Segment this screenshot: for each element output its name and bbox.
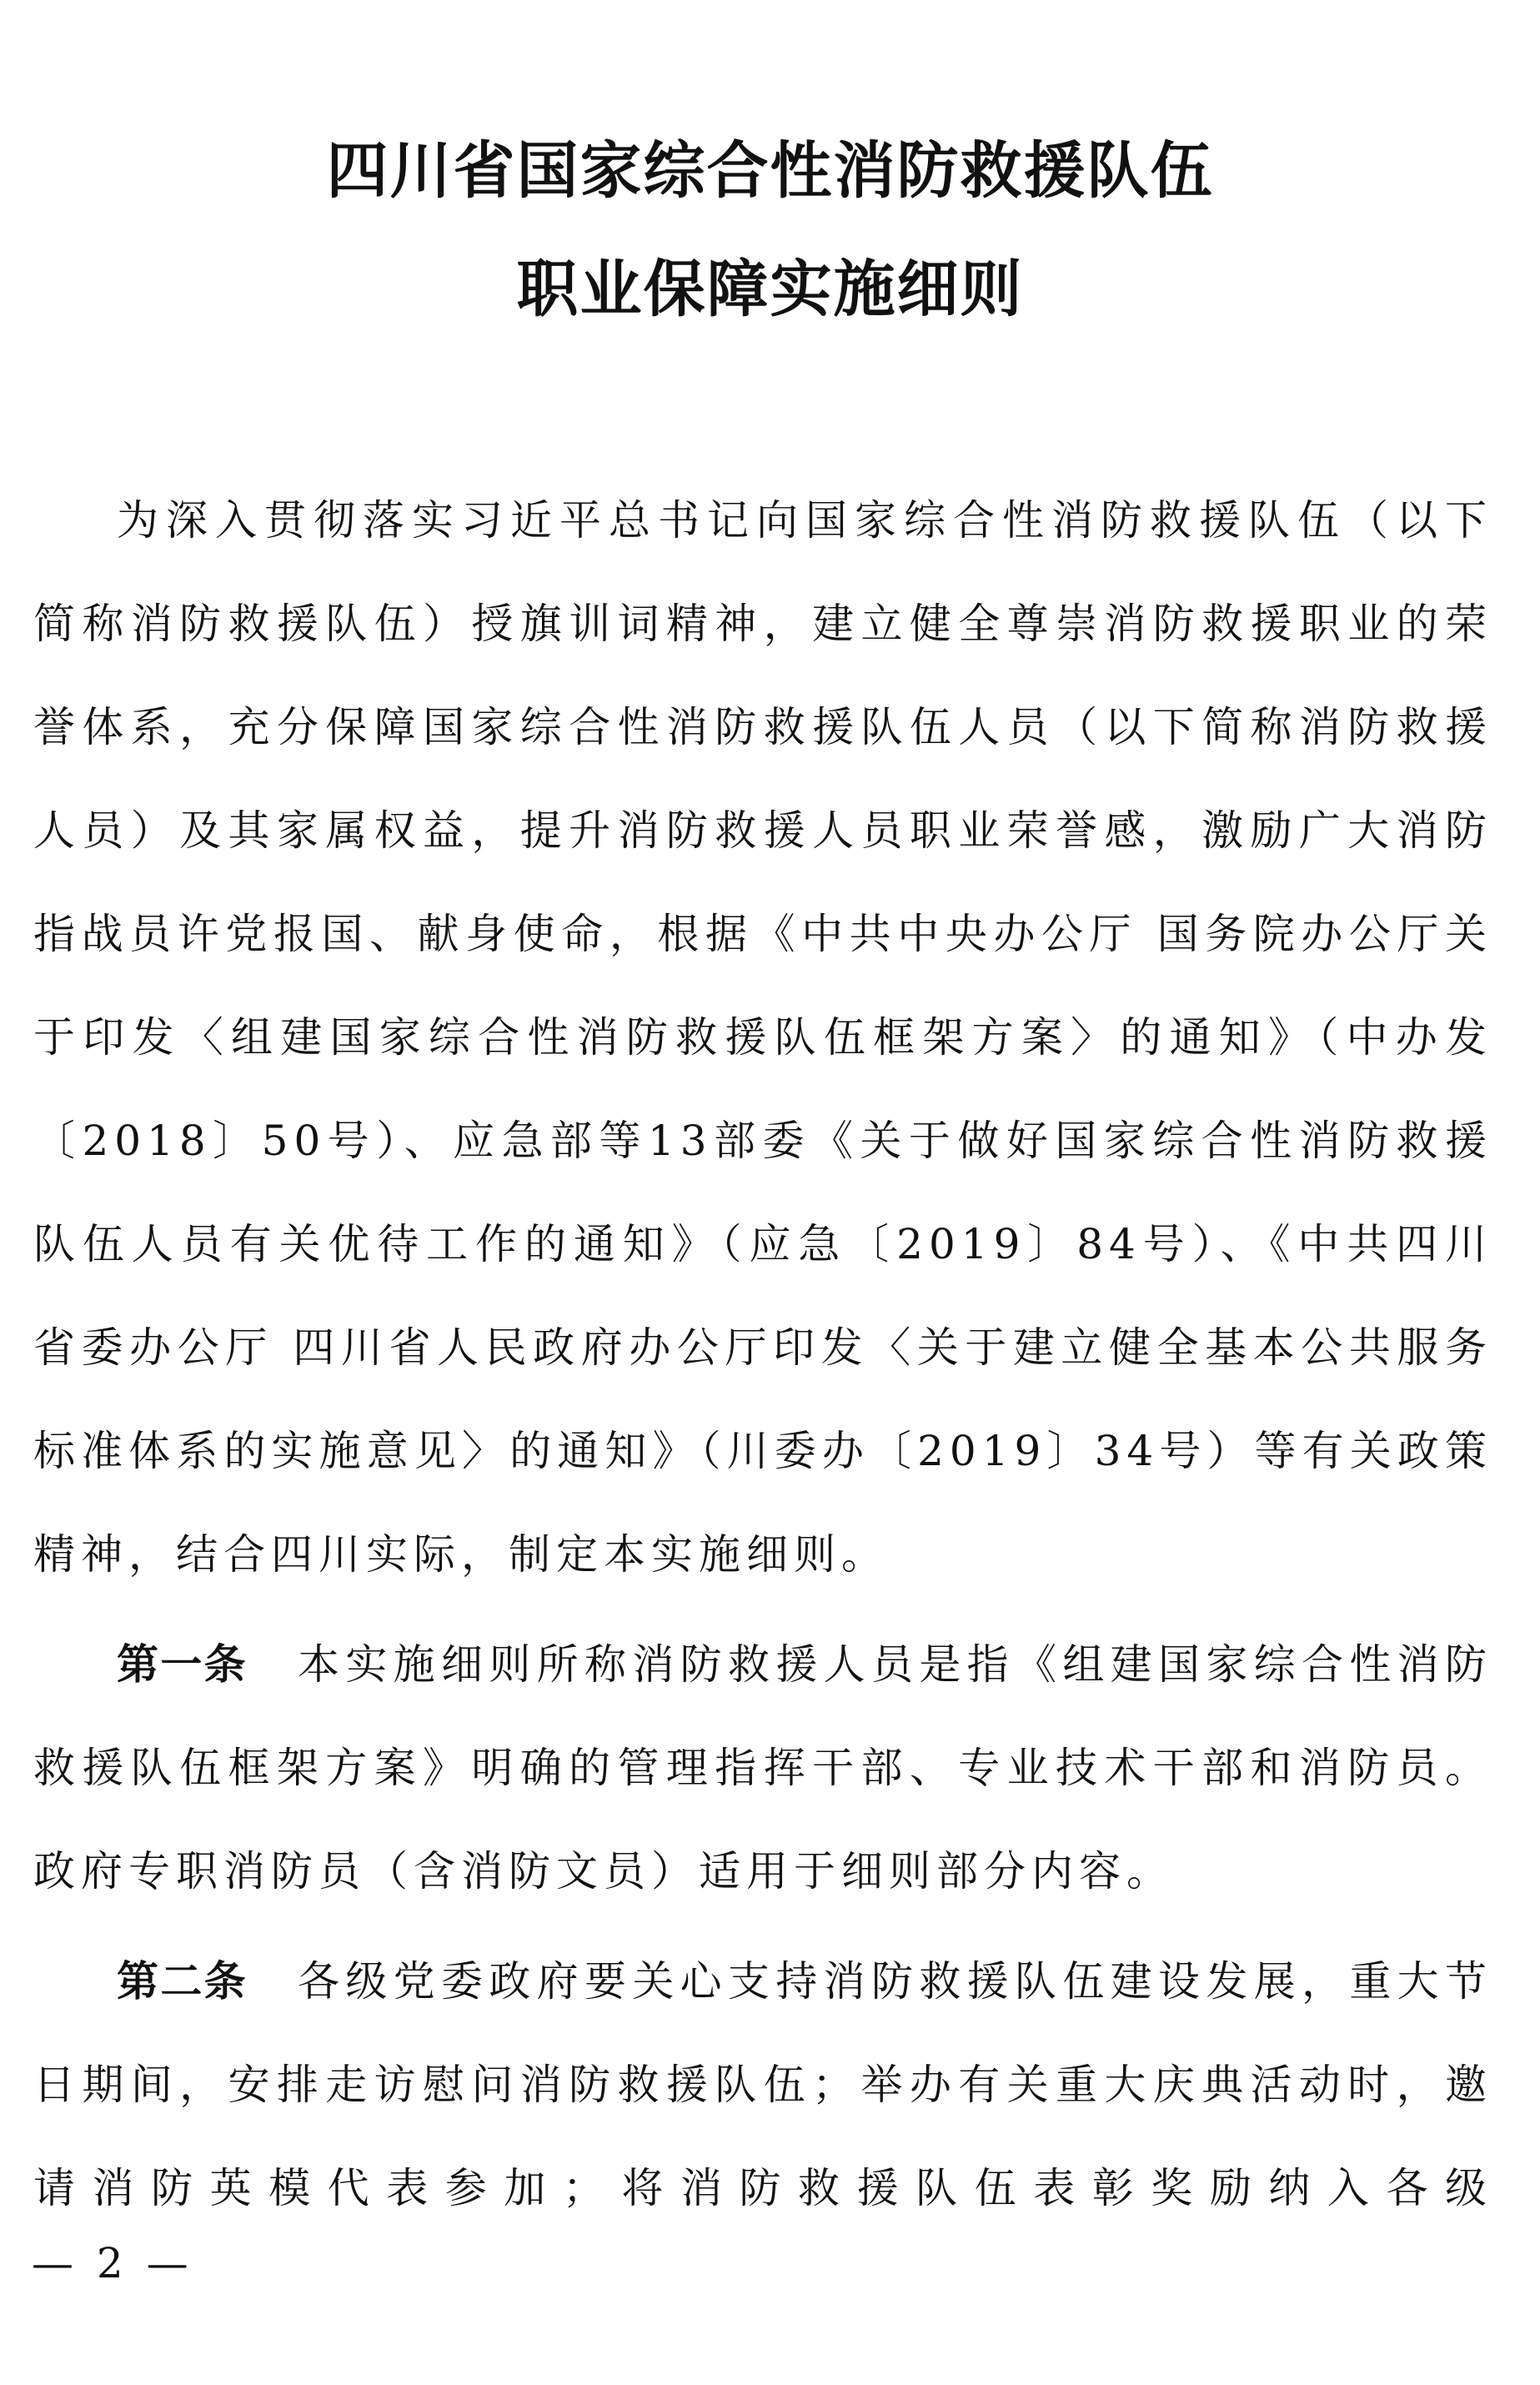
article-2-text: 各级党委政府要关心支持消防救援队伍建设发展，重大节日期间，安排走访慰问消防救援队伍；举办有关重大庆典活动时，邀请消防英模代表参加；将消防救援队伍表彰奖励纳入各级: [33, 1957, 1492, 2212]
article-1-paragraph: [33, 1613, 1492, 1923]
document-title-line-2: 职业保障实施细则: [516, 254, 1024, 325]
document-body: [33, 469, 1492, 2240]
preamble-paragraph: 为深入贯彻落实习近平总书记向国家综合性消防救援队伍（以下简称消防救援队伍）授旗训词精神，建立健全尊崇消防救援职业的荣誉体系，充分保障国家综合性消防救援队伍人员（以下简称消防救援人员）及其家属权益，提升消防救援人员职业荣誉感，激励广大消防指战员许党报国、献身使命，根据《中共中央办公厅 国务院办公厅关于印发〈组建国家综合性消防救援队伍框架方案〉的通知》（中办发〔2018〕50号）、应急部等13部委《关于做好国家综合性消防救援队伍人员有关优待工作的通知》（应急〔2019〕84号）、《中共四川省委办公厅 四川省人民政府办公厅印发〈关于建立健全基本公共服务标准体系的实施意见〉的通知》（川委办〔2019〕34号）等有关政策精神，结合四川实际，制定本实施细则。: [33, 496, 1492, 1579]
document-title-line-1: 四川省国家综合性消防救援队伍: [326, 135, 1214, 207]
article-2-paragraph: [33, 1930, 1492, 2240]
article-1-label: 第一条: [117, 1640, 248, 1689]
page-number: — 2 —: [32, 2239, 193, 2287]
article-2-label: 第二条: [117, 1957, 248, 2006]
article-1-text: 本实施细则所称消防救援人员是指《组建国家综合性消防救援队伍框架方案》明确的管理指挥干部、专业技术干部和消防员。政府专职消防员（含消防文员）适用于细则部分内容。: [33, 1640, 1492, 1895]
